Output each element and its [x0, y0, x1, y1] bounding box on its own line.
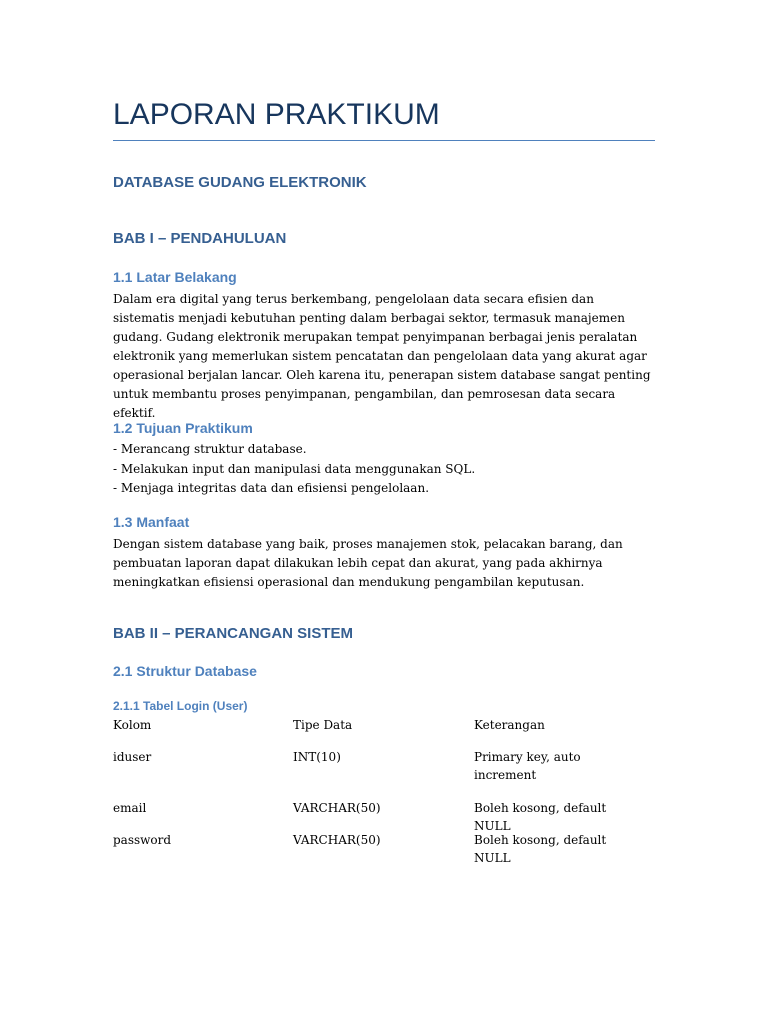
column-header-keterangan: Keterangan — [474, 718, 545, 732]
latar-belakang-heading: 1.1 Latar Belakang — [113, 269, 237, 285]
table-row — [113, 799, 655, 831]
document-subtitle: DATABASE GUDANG ELEKTRONIK — [113, 174, 367, 191]
tujuan-item: - Melakukan input dan manipulasi data menggunakan SQL. — [113, 461, 476, 476]
cell-kolom: email — [113, 801, 147, 815]
document-title: LAPORAN PRAKTIKUM — [113, 98, 440, 131]
cell-tipe-data: VARCHAR(50) — [293, 801, 381, 815]
manfaat-heading: 1.3 Manfaat — [113, 514, 190, 530]
tujuan-item: - Merancang struktur database. — [113, 442, 307, 456]
latar-belakang-text: Dalam era digital yang terus berkembang, pengelolaan data secara efisien dan sistematis menjadi kebutuhan penting dalam berbagai sektor, termasuk manajemen gudang. Gudang elektronik merupakan tempat penyimpanan berbagai jenis peralatan elektronik yang memerlukan sistem pencatatan dan pengelolaan data yang akurat agar operasional berjalan lancar. Oleh karena itu, penerapan sistem database sangat penting untuk membantu proses penyimpanan, pengambilan, dan pemrosesan data secara efektif. — [113, 292, 651, 420]
table-row — [113, 748, 655, 799]
cell-kolom: iduser — [113, 750, 152, 764]
manfaat-text: Dengan sistem database yang baik, proses manajemen stok, pelacakan barang, dan pembuatan laporan dapat dilakukan lebih cepat dan akurat, yang pada akhirnya meningkatkan efisiensi operasional dan mendukung pengambilan keputusan. — [113, 537, 623, 589]
table-header-row — [113, 716, 655, 748]
tujuan-list — [113, 440, 475, 499]
column-header-kolom: Kolom — [113, 718, 152, 732]
struktur-database-heading: 2.1 Struktur Database — [113, 663, 257, 679]
column-header-tipe-data: Tipe Data — [293, 718, 353, 732]
bab1-heading: BAB I – PENDAHULUAN — [113, 230, 287, 247]
bab2-heading: BAB II – PERANCANGAN SISTEM — [113, 625, 354, 642]
cell-keterangan: Boleh kosong, default NULL — [474, 833, 607, 865]
tabel-login-table — [113, 716, 655, 863]
tujuan-heading: 1.2 Tujuan Praktikum — [113, 420, 253, 436]
tabel-login-heading: 2.1.1 Tabel Login (User) — [113, 699, 248, 713]
cell-keterangan: Boleh kosong, default NULL — [474, 801, 607, 833]
title-divider — [113, 140, 655, 141]
tujuan-item: - Menjaga integritas data dan efisiensi pengelolaan. — [113, 481, 430, 495]
cell-keterangan: Primary key, auto increment — [474, 750, 581, 782]
cell-tipe-data: INT(10) — [293, 750, 341, 764]
table-row — [113, 831, 655, 863]
cell-tipe-data: VARCHAR(50) — [293, 833, 381, 847]
cell-kolom: password — [113, 833, 172, 847]
